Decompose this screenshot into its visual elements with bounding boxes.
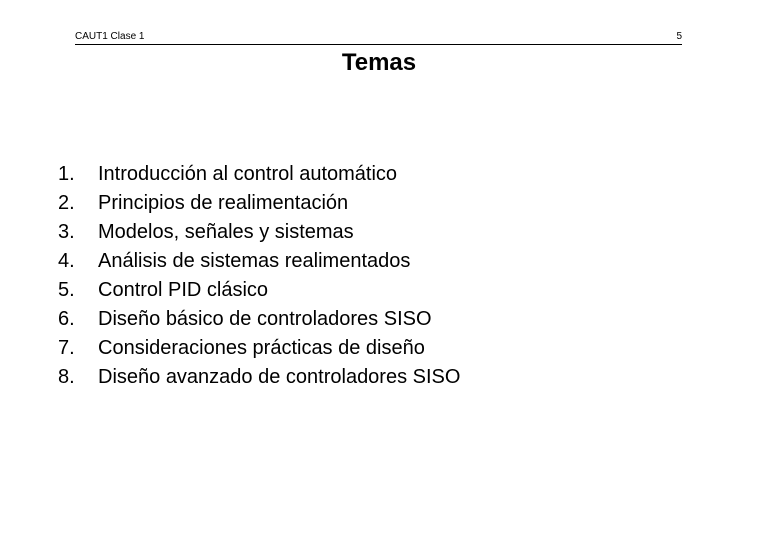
page-header <box>75 30 682 45</box>
list-item <box>58 363 460 392</box>
list-item <box>58 247 460 276</box>
list-item-number: 4. <box>58 250 75 272</box>
list-item <box>58 160 460 189</box>
list-item <box>58 334 460 363</box>
list-item-number: 6. <box>58 308 75 330</box>
list-item-text: Diseño avanzado de controladores SISO <box>98 366 461 388</box>
list-item-number: 2. <box>58 192 75 214</box>
list-item-text: Principios de realimentación <box>98 192 349 214</box>
list-item-number: 3. <box>58 221 75 243</box>
page-number: 5 <box>676 31 682 42</box>
list-item-text: Modelos, señales y sistemas <box>98 221 354 243</box>
list-item <box>58 276 460 305</box>
list-item-text: Consideraciones prácticas de diseño <box>98 337 425 359</box>
list-item <box>58 218 460 247</box>
list-item-number: 1. <box>58 163 75 185</box>
list-item-number: 8. <box>58 366 75 388</box>
slide-title: Temas <box>341 49 417 76</box>
list-item-number: 5. <box>58 279 75 301</box>
list-item <box>58 305 460 334</box>
list-item-number: 7. <box>58 337 75 359</box>
list-item <box>58 189 460 218</box>
topic-list <box>58 160 460 392</box>
list-item-text: Introducción al control automático <box>98 163 398 185</box>
list-item-text: Diseño básico de controladores SISO <box>98 308 432 330</box>
list-item-text: Análisis de sistemas realimentados <box>98 250 411 272</box>
course-label: CAUT1 Clase 1 <box>75 31 145 42</box>
list-item-text: Control PID clásico <box>98 279 269 301</box>
